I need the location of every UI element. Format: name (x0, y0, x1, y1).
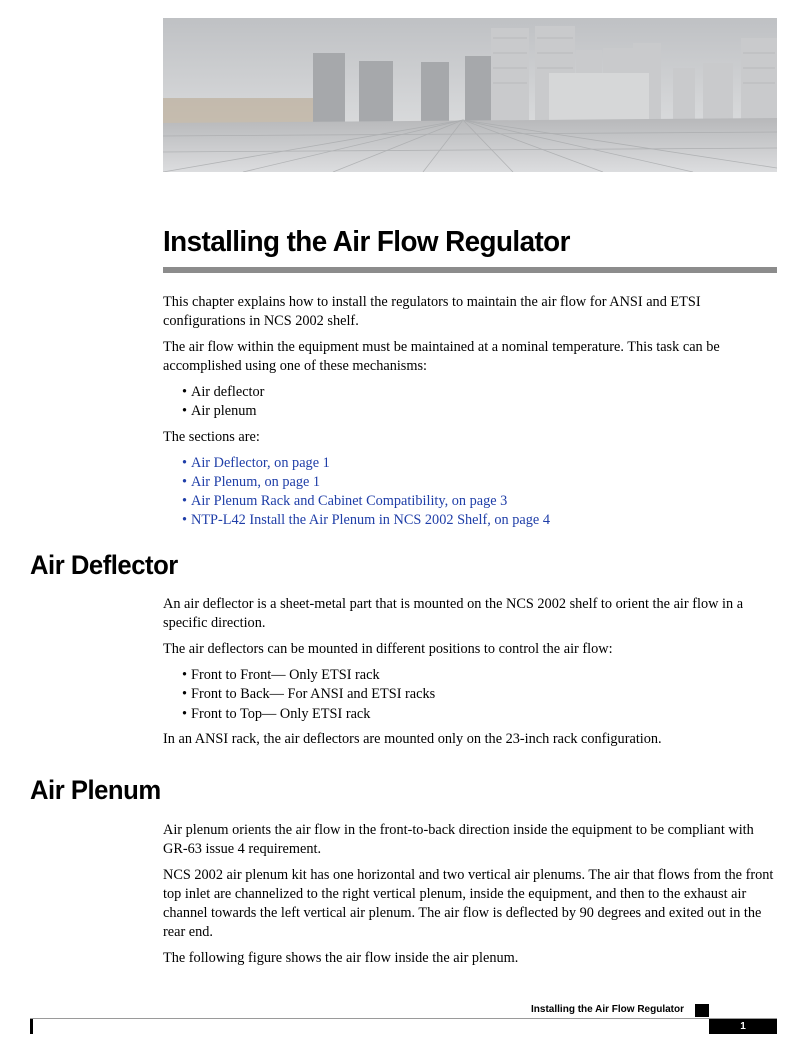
section-link[interactable]: • Air Plenum Rack and Cabinet Compatibility, on page 3 (182, 493, 508, 510)
mechanism-list (163, 383, 781, 422)
footer-rule (30, 1018, 777, 1019)
paragraph: An air deflector is a sheet-metal part that is mounted on the NCS 2002 shelf to orient the air flow in a specific direction. (163, 596, 744, 631)
section-link-text[interactable]: Air Plenum, on page 1 (191, 473, 321, 490)
city-skyline-illustration (163, 18, 777, 172)
list-item-text: Front to Front— Only ETSI rack (191, 667, 380, 683)
sections-label: The sections are: (163, 428, 260, 445)
list-item-text: Front to Top— Only ETSI rack (191, 705, 371, 722)
deflector-position-list (163, 666, 781, 724)
section-heading-air-plenum: Air Plenum (30, 775, 161, 805)
list-item: • Air plenum (182, 403, 257, 420)
section-links-list (163, 454, 781, 531)
paragraph: The air deflectors can be mounted in different positions to control the air flow: (163, 641, 613, 657)
list-item: • Air deflector (182, 384, 265, 400)
list-item-text: Front to Back— For ANSI and ETSI racks (191, 686, 436, 703)
footer-chapter-title: Installing the Air Flow Regulator (531, 1004, 684, 1015)
list-item: • Front to Front— Only ETSI rack (182, 667, 380, 683)
list-item-text: Air deflector (191, 384, 265, 400)
list-item: • Front to Top— Only ETSI rack (182, 705, 371, 722)
paragraph: NCS 2002 air plenum kit has one horizontal and two vertical air plenums. The air that flows from the front top inlet are channelized to the right vertical plenum, inside the equipment, and then to the exhaust air channel towards the left vertical air plenum. The air flow is deflected by 90 degrees and exited out in the rear end. (163, 867, 774, 940)
air-plenum-section (163, 821, 781, 975)
section-link-text[interactable]: NTP-L42 Install the Air Plenum in NCS 2002 Shelf, on page 4 (191, 512, 550, 529)
intro-paragraph: The air flow within the equipment must be maintained at a nominal temperature. This task can be accomplished using one of these mechanisms: (163, 339, 720, 374)
section-link[interactable]: • Air Plenum, on page 1 (182, 473, 321, 490)
air-deflector-section (163, 595, 781, 756)
footer-left-tick (30, 1019, 33, 1034)
list-item-text: Air plenum (191, 403, 257, 420)
chapter-intro (163, 293, 781, 537)
section-heading-air-deflector: Air Deflector (30, 550, 178, 580)
section-link-text[interactable]: Air Deflector, on page 1 (191, 454, 330, 471)
paragraph: In an ANSI rack, the air deflectors are mounted only on the 23-inch rack configuration. (163, 730, 662, 747)
list-item: • Front to Back— For ANSI and ETSI racks (182, 686, 436, 703)
section-link[interactable]: • Air Deflector, on page 1 (182, 454, 330, 471)
page-number: 1 (709, 1019, 777, 1034)
paragraph: The following figure shows the air flow inside the air plenum. (163, 950, 519, 966)
chapter-title: Installing the Air Flow Regulator (163, 226, 570, 258)
section-link-text[interactable]: Air Plenum Rack and Cabinet Compatibility, on page 3 (191, 493, 508, 510)
intro-paragraph: This chapter explains how to install the regulators to maintain the air flow for ANSI and ETSI configurations in NCS 2002 shelf. (163, 294, 701, 329)
footer-marker (695, 1004, 709, 1017)
hero-city-image (163, 18, 777, 172)
section-link[interactable]: • NTP-L42 Install the Air Plenum in NCS 2002 Shelf, on page 4 (182, 512, 550, 529)
title-rule (163, 267, 777, 273)
paragraph: Air plenum orients the air flow in the front-to-back direction inside the equipment to be compliant with GR-63 issue 4 requirement. (163, 822, 754, 857)
